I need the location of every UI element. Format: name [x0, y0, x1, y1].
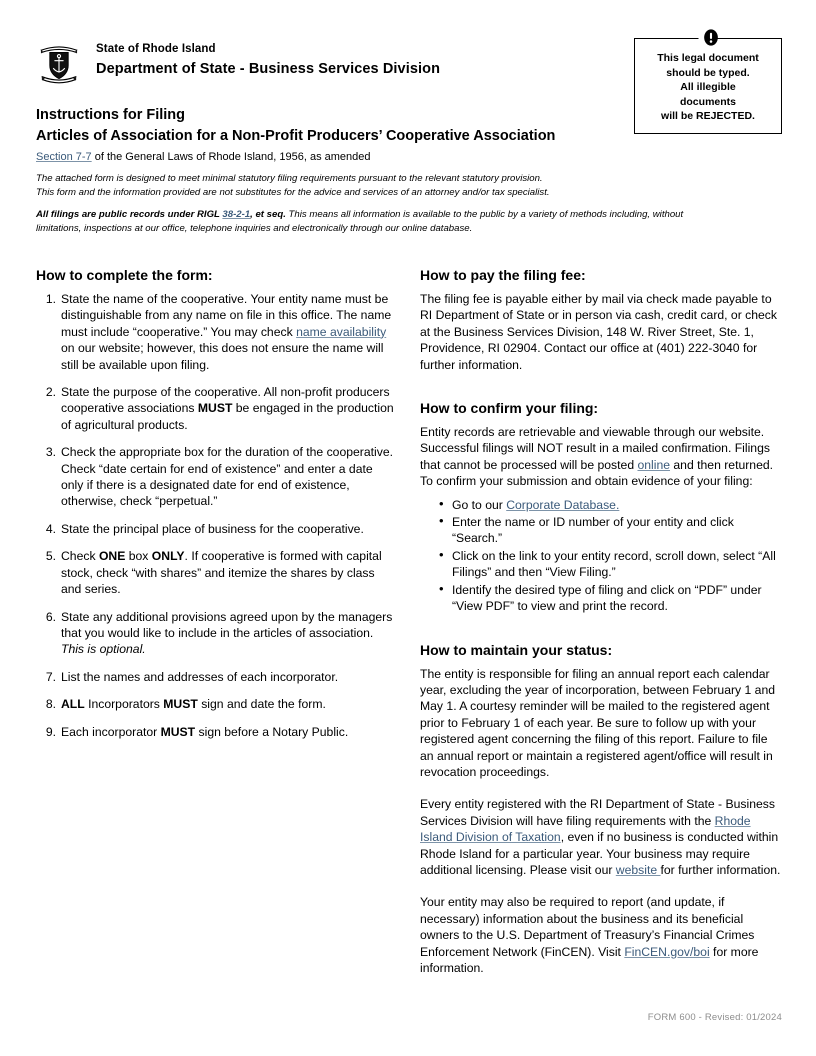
text-run: sign and date the form. [197, 697, 326, 712]
instruction-item [36, 521, 396, 537]
text-run: on our website; however, this does not ensure the name will still be available upon filing. [61, 341, 384, 372]
maintain-status-paragraph-3 [420, 894, 782, 976]
emphasis-bold: MUST [197, 401, 233, 416]
confirm-filing-intro [420, 424, 782, 490]
text-run: State the name of the cooperative. Your entity name must be distinguishable from any name on file in this office. The name must include “cooperative.” You may check [61, 292, 392, 339]
statute-reference-text: of the General Laws of Rhode Island, 1956, as amended [91, 151, 371, 163]
text-run: List the names and addresses of each incorporator. [61, 669, 339, 684]
text-run: . If cooperative is formed with capital stock, check “with shares” and itemize the shares by class and series. [61, 549, 382, 597]
inline-link[interactable]: online [637, 457, 671, 472]
text-run: sign before a Notary Public. [195, 724, 349, 739]
public-records-notice [36, 208, 698, 235]
text-run: box [125, 549, 152, 564]
instruction-item [36, 384, 396, 433]
form-footer: FORM 600 - Revised: 01/2024 [647, 1012, 782, 1023]
text-run: State the principal place of business for the cooperative. [61, 521, 364, 536]
section-heading-complete-form: How to complete the form: [36, 267, 213, 283]
instruction-item [36, 669, 396, 685]
text-run: Go to our [452, 497, 507, 512]
maintain-status-paragraph-2 [420, 796, 782, 878]
agency-name-block [96, 38, 440, 79]
bullet-item [434, 497, 782, 513]
warning-line-1: This legal document [657, 52, 759, 64]
exclamation-circle-icon [699, 28, 718, 48]
warning-line-5: will be REJECTED. [661, 110, 755, 122]
section-heading-maintain-status: How to maintain your status: [420, 641, 613, 658]
department-name: Department of State - Business Services Division [96, 61, 441, 77]
inline-link[interactable]: website [615, 862, 661, 877]
warning-line-4: documents [679, 95, 736, 108]
public-records-body: This means all information is available to the public by a variety of methods including, without limitations, inspections at our office, telephone inquiries and electronically through our online database. [36, 209, 684, 234]
text-run: and then returned. To confirm your submission and obtain evidence of your filing: [420, 457, 774, 489]
warning-line-3: All illegible [680, 81, 736, 93]
text-run: Click on the link to your entity record, scroll down, select “All Filings” and then “View Filing.” [452, 548, 776, 580]
text-run: Every entity registered with the RI Department of State - Business Services Division will have filing requirements with the [420, 797, 775, 828]
inline-link[interactable]: Corporate Database. [506, 497, 620, 512]
complete-form-list [36, 291, 396, 740]
public-records-bold-prefix: All filings are public records under RIGL [36, 209, 223, 220]
rhode-island-state-seal-icon [36, 40, 82, 86]
text-run: State the purpose of the cooperative. All non-profit producers cooperative associations [61, 385, 390, 416]
emphasis-italic: This is optional. [61, 642, 146, 657]
statute-link[interactable]: Section 7-7 [36, 151, 92, 163]
instruction-item [36, 724, 396, 740]
inline-link[interactable]: Rhode Island Division of Taxation [420, 813, 751, 845]
inline-link[interactable]: FinCEN.gov/boi [624, 944, 710, 959]
emphasis-bold: MUST [163, 697, 198, 712]
left-column [36, 266, 396, 740]
right-column [420, 266, 782, 976]
text-run: Each incorporator [61, 724, 161, 739]
section-heading-pay-fee: How to pay the filing fee: [420, 267, 586, 283]
instruction-item [36, 548, 396, 597]
page-title-line-1: Instructions for Filing [36, 107, 186, 123]
warning-line-2: should be typed. [666, 66, 750, 79]
text-run: for more information. [420, 944, 759, 975]
text-run: Identify the desired type of filing and click on “PDF” under “View PDF” to view and print the record. [452, 582, 762, 614]
text-run: Your entity may also be required to report (and update, if necessary) information about the business and its beneficial owners to the U.S. Department of Treasury’s Financial Crimes Enforcement Network (FinCEN). Visit [420, 895, 755, 959]
text-run: be engaged in the production of agricultural products. [61, 401, 394, 432]
bullet-item [434, 582, 782, 615]
public-records-bold-suffix: , et seq. [250, 209, 286, 220]
instruction-item [36, 291, 396, 373]
confirm-filing-bullets [434, 497, 782, 615]
text-run: Incorporators [84, 697, 164, 712]
instruction-item [36, 444, 396, 510]
text-run: Enter the name or ID number of your entity and click “Search.” [452, 515, 734, 546]
disclaimer-line-2: This form and the information provided are not substitutes for the advice and services of an attorney and/or tax specialist. [36, 186, 550, 198]
document-header [36, 38, 636, 86]
disclaimer-line-1: The attached form is designed to meet minimal statutory filing requirements pursuant to the relevant statutory provision. [36, 173, 543, 184]
text-run: , even if no business is conducted within Rhode Island for a particular year. Your business may require additional licensing. Please visit our [420, 830, 779, 877]
pay-fee-paragraph: The filing fee is payable either by mail via check made payable to RI Department of State or in person via cash, credit card, or check at the Business Services Division, 148 W. River Street, Ste. 1, Providence, RI 02904. Contact our office at (401) 222-3040 for further information. [420, 292, 777, 372]
text-run: Entity records are retrievable and viewable through our website. Successful filings will NOT result in a mailed confirmation. Filings that cannot be processed will be posted [420, 425, 770, 472]
text-run: Check the appropriate box for the duration of the cooperative. Check “date certain for end of existence” and enter a date only if there is a designated date for end of existence, otherwise, check “perpetual.” [61, 445, 393, 509]
rigl-link[interactable]: 38-2-1 [222, 209, 251, 220]
page-title-line-2: Articles of Association for a Non-Profit Producers’ Cooperative Association [36, 128, 556, 144]
bullet-item [434, 514, 782, 547]
document-title-block [36, 106, 676, 146]
emphasis-bold: MUST [160, 724, 196, 739]
inline-link[interactable]: name availability [296, 324, 387, 339]
maintain-status-paragraph-1: The entity is responsible for filing an annual report each calendar year, excluding the year of incorporation, between February 1 and May 1. A courtesy reminder will be mailed to the registered agent prior to February 1 of each year. Be sure to follow up with your registered agent concerning the filing of this report. Failure to file an annual report or maintain a registered agent/office will result in revocation proceedings. [420, 666, 776, 779]
emphasis-bold: ONE [98, 549, 126, 564]
statute-reference [36, 150, 371, 165]
disclaimer-text [36, 172, 696, 199]
section-heading-confirm-filing: How to confirm your filing: [420, 400, 599, 417]
bullet-item [434, 548, 782, 581]
emphasis-bold: ONLY [151, 549, 185, 564]
text-run: for further information. [660, 862, 781, 877]
emphasis-bold: ALL [61, 697, 85, 712]
text-run: State any additional provisions agreed upon by the managers that you would like to include in the articles of association. [61, 609, 393, 640]
text-run: Check [61, 549, 99, 564]
state-name: State of Rhode Island [96, 43, 216, 55]
instruction-item [36, 609, 396, 658]
instruction-item [36, 696, 396, 712]
